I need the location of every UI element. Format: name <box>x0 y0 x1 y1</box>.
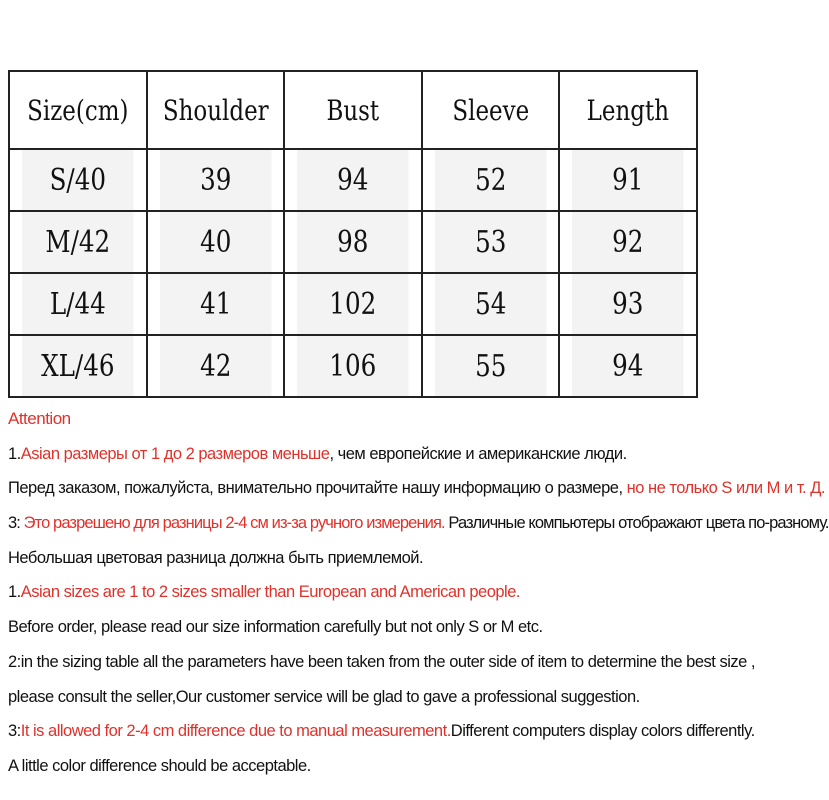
header-bust: Bust <box>297 71 410 149</box>
cell-size: L/44 <box>21 273 134 335</box>
header-shoulder: Shoulder <box>159 71 272 149</box>
cell-bust: 98 <box>297 211 410 273</box>
cell-size: S/40 <box>21 149 134 211</box>
cell-size: M/42 <box>21 211 134 273</box>
cell-shoulder: 39 <box>159 149 272 211</box>
header-size: Size(cm) <box>21 71 134 149</box>
note-en-line-4: please consult the seller,Our customer service will be glad to gave a professional suggestion. <box>8 687 640 706</box>
note-en-line-5: 3:It is allowed for 2-4 cm difference due to manual measurement.Different computers display colors differently. <box>8 722 755 741</box>
cell-sleeve: 55 <box>434 335 547 397</box>
cell-sleeve: 53 <box>434 211 547 273</box>
size-notes <box>8 402 829 784</box>
note-ru-line-4: Небольшая цветовая разница должна быть приемлемой. <box>8 548 424 567</box>
cell-length: 93 <box>572 273 685 335</box>
size-chart-table <box>8 70 698 398</box>
cell-shoulder: 40 <box>159 211 272 273</box>
cell-shoulder: 42 <box>159 335 272 397</box>
note-en-line-3: 2:in the sizing table all the parameters have been taken from the outer side of item to determine the best size , <box>8 652 755 671</box>
cell-sleeve: 54 <box>434 273 547 335</box>
cell-length: 91 <box>572 149 685 211</box>
attention-heading: Attention <box>8 409 71 428</box>
cell-bust: 102 <box>297 273 410 335</box>
table-row <box>9 335 697 397</box>
note-ru-line-3: 3: Это разрешено для разницы 2-4 см из-за ручного измерения. Различные компьютеры отображают цвета по-разному. <box>8 514 829 533</box>
table-row <box>9 273 697 335</box>
note-ru-line-1: 1.Asian размеры от 1 до 2 размеров меньше, чем европейские и американские люди. <box>8 444 627 463</box>
table-row <box>9 149 697 211</box>
cell-sleeve: 52 <box>434 149 547 211</box>
note-en-line-2: Before order, please read our size information carefully but not only S or M etc. <box>8 618 543 637</box>
note-en-line-1: 1.Asian sizes are 1 to 2 sizes smaller than European and American people. <box>8 583 520 602</box>
cell-size: XL/46 <box>21 335 134 397</box>
header-sleeve: Sleeve <box>434 71 547 149</box>
note-ru-line-2: Перед заказом, пожалуйста, внимательно прочитайте нашу информацию о размере, но не только S или M и т. Д. <box>8 479 825 498</box>
cell-shoulder: 41 <box>159 273 272 335</box>
cell-bust: 106 <box>297 335 410 397</box>
table-header-row <box>9 71 697 149</box>
note-en-line-6: A little color difference should be acceptable. <box>8 756 311 775</box>
cell-length: 92 <box>572 211 685 273</box>
table-row <box>9 211 697 273</box>
cell-length: 94 <box>572 335 685 397</box>
header-length: Length <box>572 71 685 149</box>
cell-bust: 94 <box>297 149 410 211</box>
